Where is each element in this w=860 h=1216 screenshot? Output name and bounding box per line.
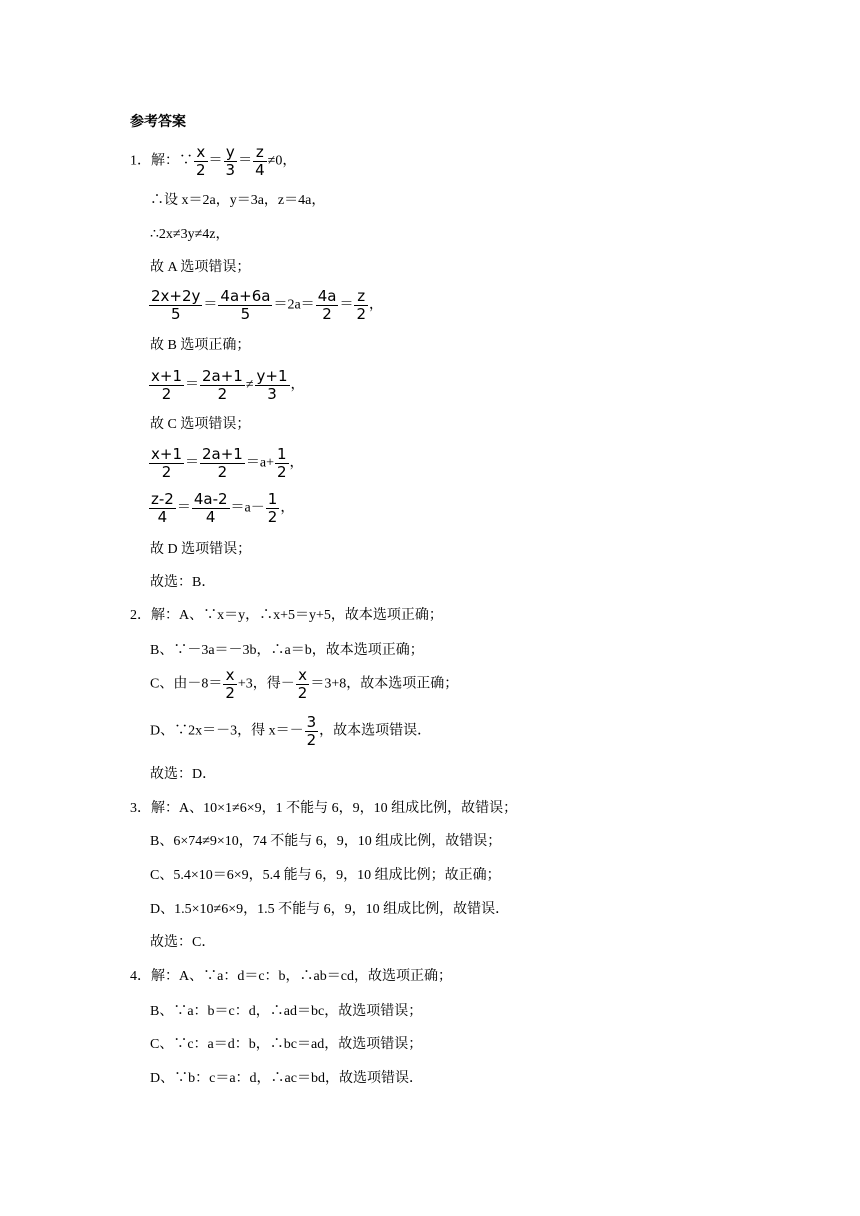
q1-line-option-c: $\frac{x+1}{2}$ ＝ $\frac{2a+1}{2}$ ≠ $\frac{y+1}{3}$ ，	[151, 367, 305, 403]
q4-option-b: B、∵a：b＝c：d，∴ad＝bc，故选项错误；	[150, 1004, 423, 1019]
fraction: $\frac{z-2}{4}$	[151, 490, 174, 526]
fraction: $\frac{x}{2}$	[297, 666, 308, 702]
q1-answer: 故选：B．	[150, 575, 216, 590]
q2-answer: 故选：D．	[150, 767, 217, 782]
fraction: $\frac{3}{2}$	[306, 713, 317, 749]
fraction: $\frac{2x+2y}{5}$	[151, 287, 201, 323]
q1-conclusion-b: 故 B 选项正确；	[150, 338, 251, 353]
q1-line-given: 1．解：∵ $\frac{x}{2}$ ＝ $\frac{y}{3}$ ＝ $\frac{z}{4}$ ≠0，	[130, 143, 297, 179]
q2-option-c: C、由－8＝ $\frac{x}{2}$ +3，得－ $\frac{x}{2}$ ＝3+8，故本选项正确；	[150, 666, 459, 702]
fraction: $\frac{x+1}{2}$	[151, 445, 182, 481]
q2-option-d: D、∵2x＝－3，得 x＝－ $\frac{3}{2}$ ，故本选项错误．	[150, 713, 432, 749]
fraction: $\frac{4a+6a}{5}$	[220, 287, 271, 323]
q1-line-option-d2: $\frac{z-2}{4}$ ＝ $\frac{4a-2}{4}$ ＝a－ $\frac{1}{2}$ ，	[151, 490, 295, 526]
fraction: $\frac{y+1}{3}$	[256, 367, 288, 403]
q1-line-option-b: $\frac{2x+2y}{5}$ ＝ $\frac{4a+6a}{5}$ ＝2a＝ $\frac{4a}{2}$ ＝ $\frac{z}{2}$ ，	[151, 287, 383, 323]
q4-option-a: 4．解：A、∵a：d＝c：b，∴ab＝cd，故选项正确；	[130, 969, 452, 984]
q3-option-d: D、1.5×10≠6×9，1.5 不能与 6，9，10 组成比例，故错误．	[150, 902, 510, 917]
page-title: 参考答案	[130, 114, 186, 130]
fraction: $\frac{2a+1}{2}$	[202, 445, 243, 481]
q1-conclusion-c: 故 C 选项错误；	[150, 417, 251, 432]
fraction: $\frac{1}{2}$	[276, 445, 287, 481]
fraction: $\frac{z}{4}$	[255, 143, 265, 179]
q1-line-assume: ∴设 x＝2a，y＝3a，z＝4a，	[150, 193, 326, 208]
fraction: $\frac{x}{2}$	[225, 666, 235, 702]
q1-prefix: 1．解：∵	[130, 153, 193, 169]
fraction: $\frac{4a}{2}$	[317, 287, 337, 323]
fraction: $\frac{x+1}{2}$	[151, 367, 182, 403]
fraction: $\frac{2a+1}{2}$	[202, 367, 243, 403]
q1-conclusion-a: 故 A 选项错误；	[150, 260, 251, 275]
q2-option-b: B、∵－3a＝－3b，∴a＝b，故本选项正确；	[150, 643, 424, 658]
fraction: $\frac{z}{2}$	[356, 287, 366, 323]
fraction: $\frac{x}{2}$	[196, 143, 206, 179]
fraction: $\frac{4a-2}{4}$	[193, 490, 228, 526]
q1-line-neq: ∴2x≠3y≠4z，	[150, 227, 230, 242]
q3-answer: 故选：C．	[150, 935, 216, 950]
q3-option-a: 3．解：A、10×1≠6×9，1 不能与 6，9，10 组成比例，故错误；	[130, 801, 518, 816]
fraction: $\frac{y}{3}$	[225, 143, 236, 179]
q2-option-a: 2．解：A、∵x＝y，∴x+5＝y+5，故本选项正确；	[130, 608, 443, 623]
fraction: $\frac{1}{2}$	[267, 490, 278, 526]
q3-option-c: C、5.4×10＝6×9，5.4 能与 6，9，10 组成比例；故正确；	[150, 868, 501, 883]
q3-option-b: B、6×74≠9×10，74 不能与 6，9，10 组成比例，故错误；	[150, 834, 502, 849]
q4-option-d: D、∵b：c＝a：d，∴ac＝bd，故选项错误．	[150, 1071, 423, 1086]
q1-conclusion-d: 故 D 选项错误；	[150, 542, 252, 557]
q4-option-c: C、∵c：a＝d：b，∴bc＝ad，故选项错误；	[150, 1037, 423, 1052]
q1-line-option-d1: $\frac{x+1}{2}$ ＝ $\frac{2a+1}{2}$ ＝a+ $\frac{1}{2}$ ，	[151, 445, 304, 481]
